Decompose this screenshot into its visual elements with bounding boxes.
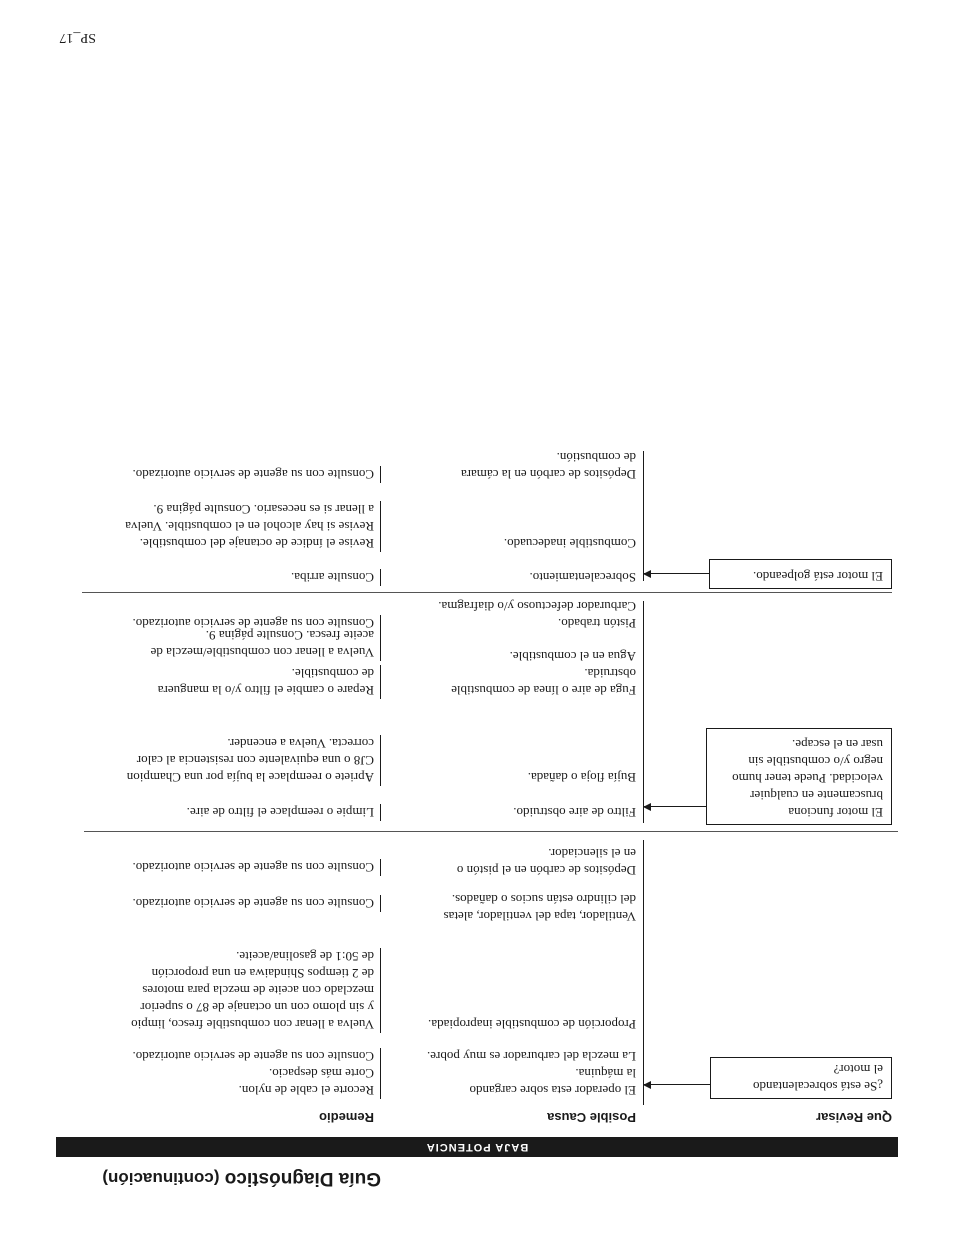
cause-item: Depósitos de carbón en el pistón o en el silenciador.	[456, 846, 636, 878]
title-main: Guía Diagnóstico	[224, 1168, 381, 1189]
cause-bracket-line	[643, 451, 644, 581]
check-box-knocking	[709, 559, 892, 589]
cause-item: Depósitos de carbón en la cámara de combustión.	[460, 450, 636, 482]
cause-item: Fuga de aire o línea de combustible obstruida.	[451, 666, 636, 698]
header-check: Que Revisar	[816, 1110, 892, 1125]
remedy-item: Consulte con su agente de servicio autorizado.	[132, 466, 381, 483]
remedy-item: Consulte con su agente de servicio autorizado.	[132, 895, 381, 912]
arrow-connector	[644, 1084, 710, 1085]
check-line: el motor?	[833, 1062, 883, 1077]
remedy-item: Apriete o reemplace la bujía por una Champion CJ8 o una equivalente con resistencia al calor correcta. Vuelva a encender.	[127, 735, 381, 786]
section-bar: BAJA POTENCIA	[56, 1137, 898, 1157]
arrow-connector	[644, 806, 706, 807]
check-line: El motor está golpeando.	[753, 569, 883, 584]
section-divider	[84, 831, 898, 832]
check-line: bruscamente en cualquier	[750, 788, 883, 803]
remedy-item: Recorte el cable de nylon. Corte más despacio.	[239, 1065, 381, 1099]
cause-item: La mezcla del carburador es muy pobre.	[427, 1049, 636, 1064]
remedy-item: Consulte arriba.	[291, 569, 381, 586]
cause-item: Sobrecalentamiento.	[529, 570, 636, 585]
cause-item: Carburador defectuoso y/o diafragma.	[438, 599, 636, 614]
title-suffix: (continuación)	[102, 1169, 220, 1188]
section-divider	[82, 592, 892, 593]
cause-bracket-line	[643, 601, 644, 823]
header-remedy: Remedio	[319, 1110, 374, 1125]
remedy-item: Consulte con su agente de servicio autorizado.	[132, 615, 381, 632]
check-line: ¿Se está sobrecalentando	[753, 1079, 883, 1094]
cause-item: Pistón trabado.	[558, 616, 636, 631]
page-title	[102, 1167, 381, 1189]
remedy-item: Consulte con su agente de servicio autorizado.	[132, 859, 381, 876]
check-line: negro y/o combustible sin	[748, 754, 883, 769]
remedy-item: Revise el índice de octanaje del combustible. Revise si hay alcohol en el combustible. Vuelva a llenar si es necesario. Consulte página 9.	[125, 501, 381, 552]
cause-item: Ventilador, tapa del ventilador, aletas del cilindro están sucios o dañados.	[443, 892, 636, 924]
cause-item: El operador esta sobre cargando la máquina.	[469, 1066, 636, 1098]
cause-bracket-line	[643, 840, 644, 1105]
remedy-item: Repare o cambie el filtro y/o la manguera de combustible.	[158, 665, 381, 699]
cause-item: Filtro de aire obstruido.	[513, 805, 636, 820]
remedy-item: Consulte con su agente de servicio autorizado.	[132, 1048, 381, 1065]
header-cause: Posible Causa	[547, 1110, 636, 1125]
cause-item: Proporción de combustible inapropiada.	[428, 1017, 636, 1032]
check-line: usar en el escape.	[792, 737, 883, 752]
cause-item: Combustible inadecuado.	[503, 536, 636, 551]
cause-item: Agua en el combustible.	[509, 649, 636, 664]
remedy-item: Limpie o reemplace el filtro de aire.	[187, 804, 381, 821]
remedy-item: Vuelva a llenar con combustible fresco, limpio y sin plomo con un octanaje de 87 o superior mezclado con aceite de mezcla para motores de 2 tiempos Shindaiwa en una proporción de 50:1 de gasolina/aceite.	[131, 948, 381, 1033]
cause-item: Bujía floja o dañada.	[527, 770, 636, 785]
remedy-item: Vuelva a llenar con combustible/mezcla de aceite fresca. Consulte página 9.	[151, 627, 381, 661]
check-box-rough-running	[706, 728, 892, 825]
check-line: velocidad. Puede tener humo	[732, 771, 883, 786]
check-line: El motor funciona	[788, 805, 883, 820]
page-number: SP_17	[59, 30, 96, 45]
check-box-overheating	[710, 1057, 892, 1099]
arrow-connector	[644, 573, 709, 574]
